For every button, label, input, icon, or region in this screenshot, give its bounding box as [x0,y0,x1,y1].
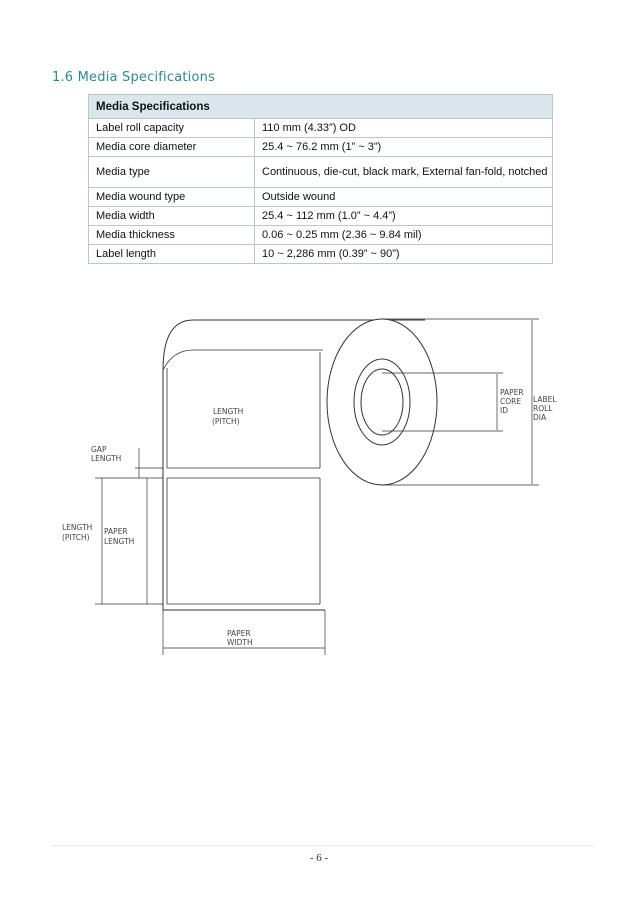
length-pitch-left-line2: (PITCH) [62,533,90,542]
row-value: 0.06 ~ 0.25 mm (2.36 ~ 9.84 mil) [255,226,553,245]
table-header-row [89,95,553,119]
row-value: 25.4 ~ 112 mm (1.0” ~ 4.4”) [255,207,553,226]
length-pitch-left-line1: LENGTH [62,523,93,532]
table-row [89,157,553,188]
row-value: Continuous, die-cut, black mark, External fan-fold, notched [255,157,553,188]
page-number: - 6 - [309,852,329,864]
table-row [89,245,553,264]
table-header: Media Specifications [89,95,553,119]
section-title: Media Specifications [77,70,216,85]
gap-length-line1: GAP [91,445,107,454]
roll-end-outer [327,319,437,485]
table-row [89,119,553,138]
table-row [89,188,553,207]
table-row [89,226,553,245]
section-number: 1.6 [52,70,74,85]
length-pitch-top-line2: (PITCH) [212,417,240,426]
row-label: Media core diameter [89,138,255,157]
footer-divider [52,845,594,846]
label-roll-dia-line1: LABEL [533,395,557,404]
length-pitch-top-line1: LENGTH [213,407,244,416]
row-label: Label roll capacity [89,119,255,138]
table-row [89,138,553,157]
row-label: Media wound type [89,188,255,207]
paper-length-line1: PAPER [104,527,128,536]
row-value: Outside wound [255,188,553,207]
row-value: 10 ~ 2,286 mm (0.39” ~ 90”) [255,245,553,264]
label-roll-diagram [55,310,575,660]
paper-width-line2: WIDTH [227,638,253,647]
row-label: Media width [89,207,255,226]
media-spec-table [88,94,553,264]
paper-length-line2: LENGTH [104,537,135,546]
paper-width-line1: PAPER [227,629,251,638]
table-row [89,207,553,226]
row-value: 25.4 ~ 76.2 mm (1” ~ 3”) [255,138,553,157]
section-heading [52,70,215,85]
row-label: Media type [89,157,255,188]
paper-core-id-line1: PAPER [500,388,524,397]
row-value: 110 mm (4.33”) OD [255,119,553,138]
row-label: Media thickness [89,226,255,245]
paper-core-id-line3: ID [500,406,508,415]
label-roll-dia-line2: ROLL [533,404,553,413]
paper-core-id-line2: CORE [500,397,522,406]
gap-length-line2: LENGTH [91,454,122,463]
label-roll-dia-line3: DIA [533,413,547,422]
row-label: Label length [89,245,255,264]
